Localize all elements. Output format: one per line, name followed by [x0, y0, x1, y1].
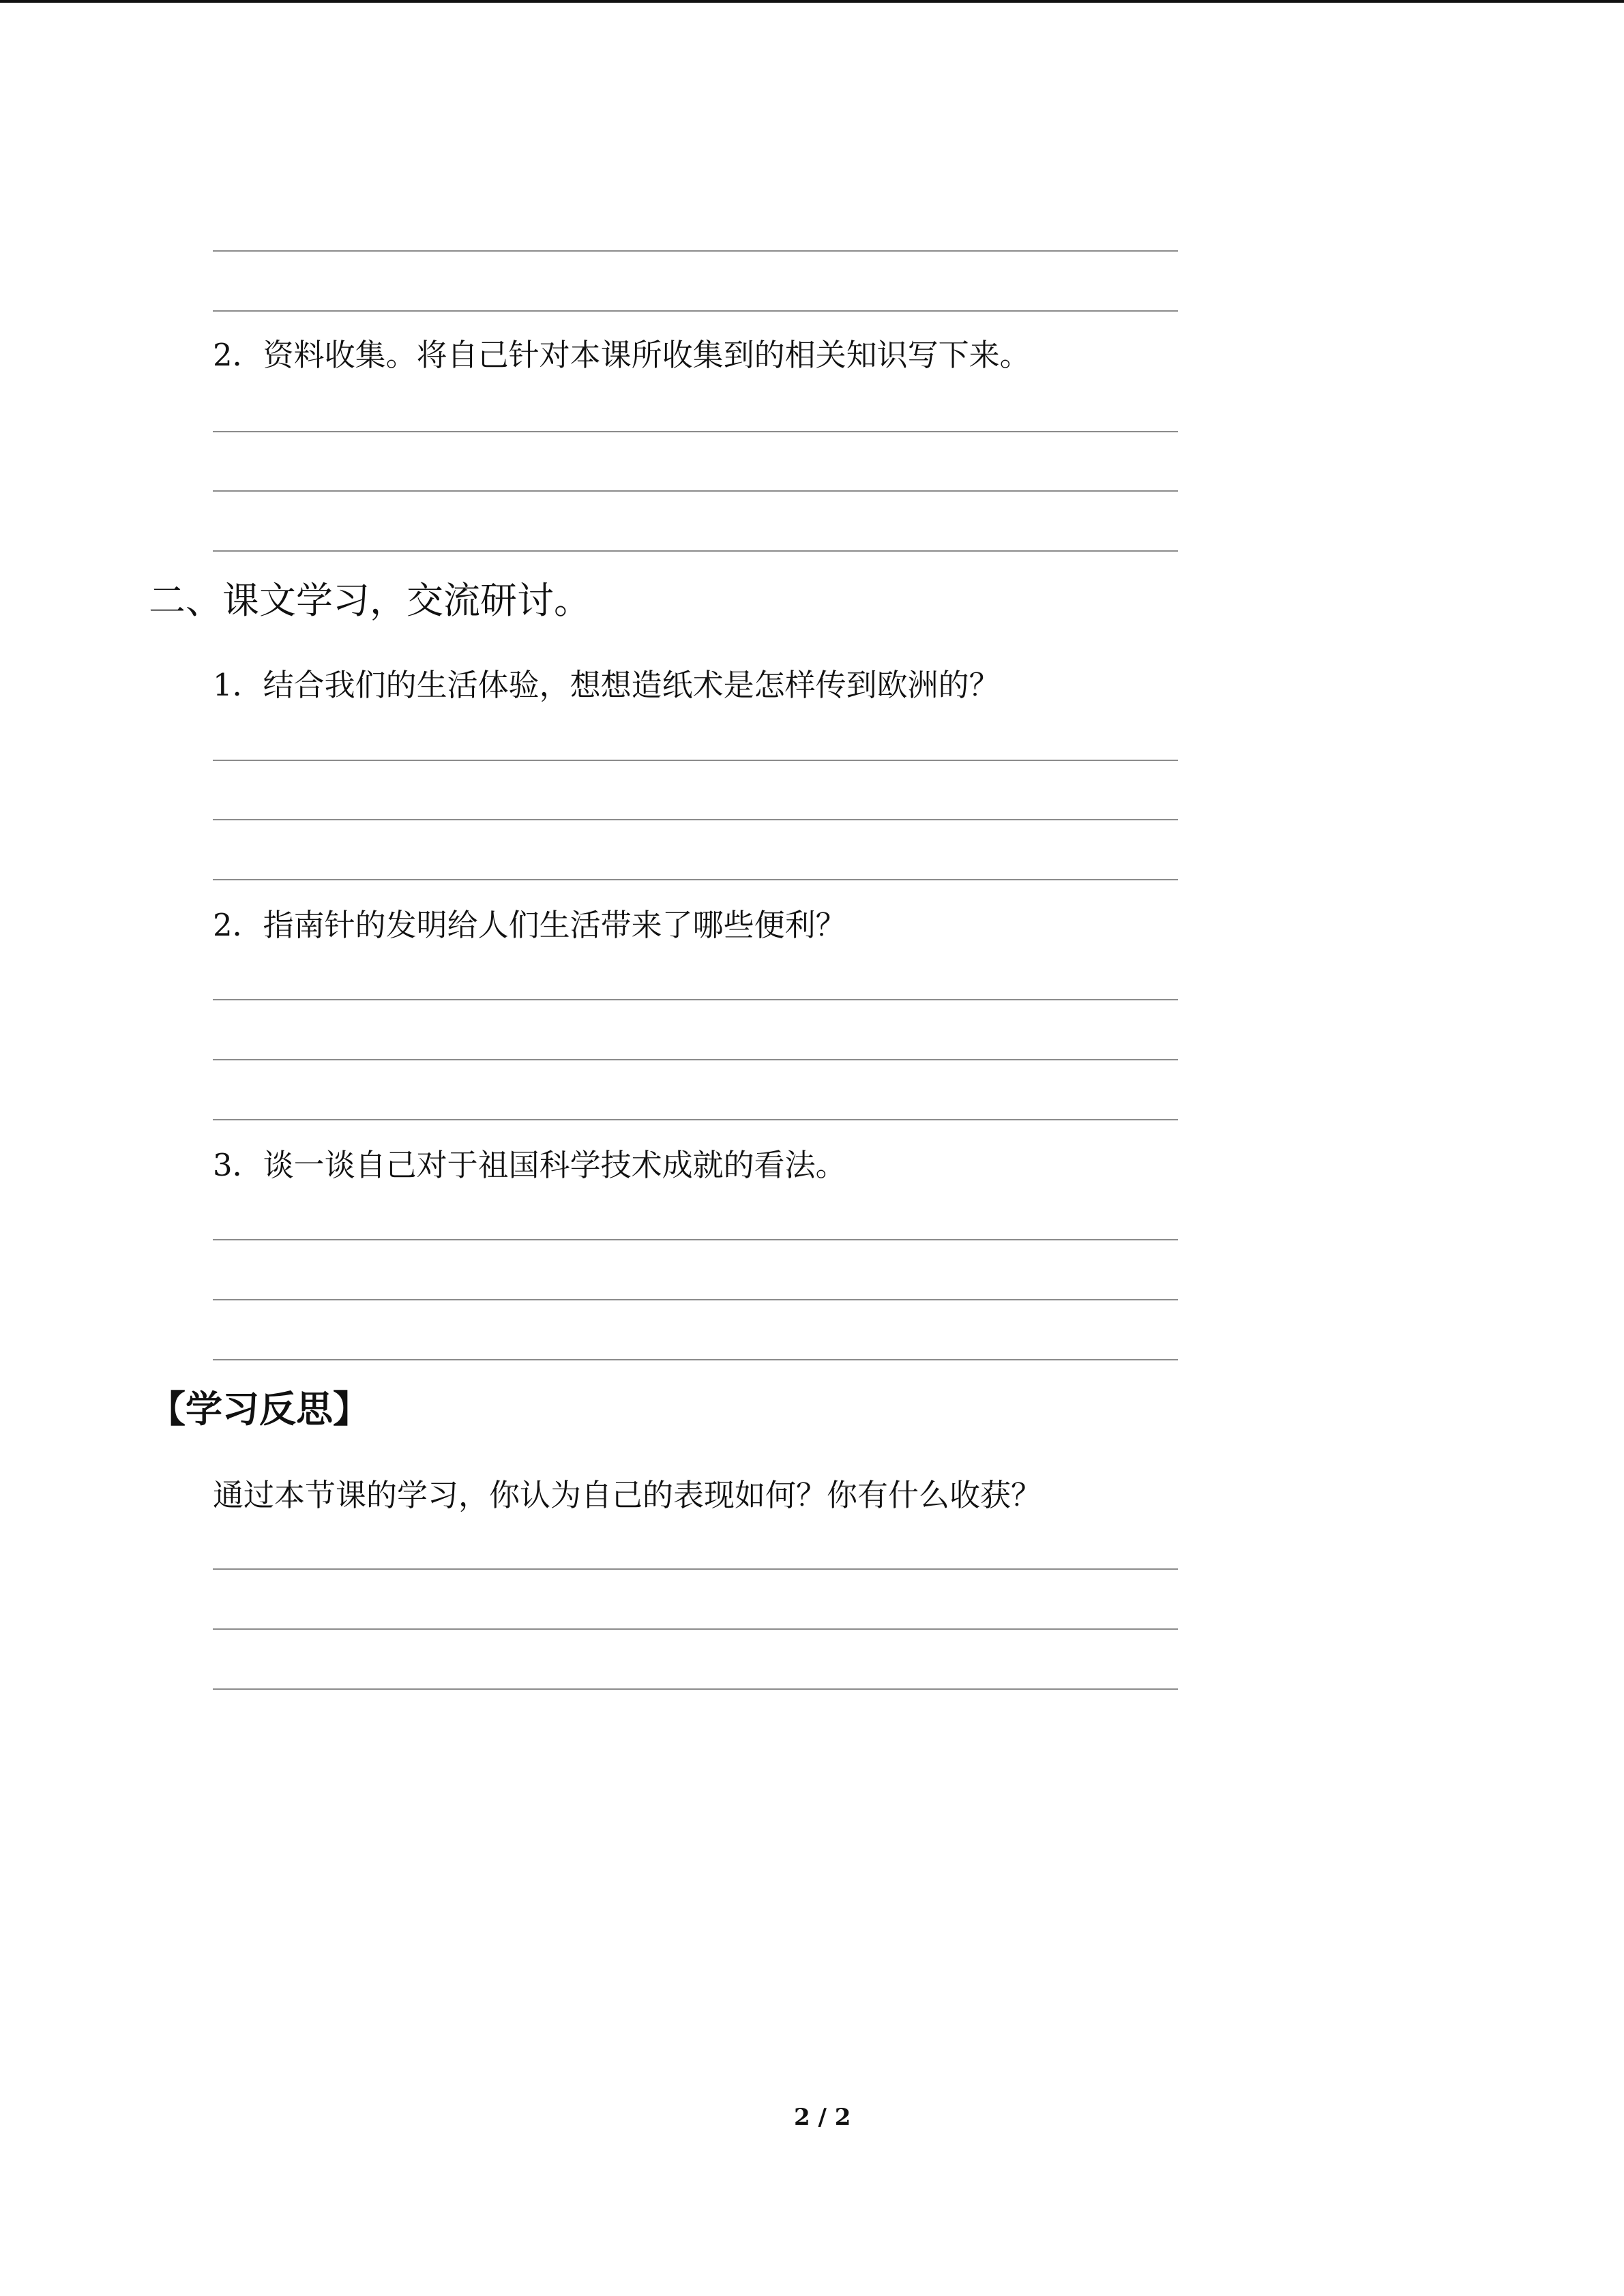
- question-material-collection: 2．资料收集。将自己针对本课所收集到的相关知识写下来。: [213, 337, 1031, 373]
- answer-line[interactable]: [213, 1059, 1178, 1060]
- page-number: 2 / 2: [794, 2104, 851, 2131]
- answer-line[interactable]: [213, 310, 1178, 312]
- answer-line[interactable]: [213, 1359, 1178, 1360]
- reflection-heading: 【学习反思】: [149, 1388, 370, 1431]
- answer-line[interactable]: [213, 1568, 1178, 1570]
- answer-line[interactable]: [213, 760, 1178, 761]
- question-papermaking: 1．结合我们的生活体验，想想造纸术是怎样传到欧洲的？: [213, 667, 1000, 703]
- answer-line[interactable]: [213, 1688, 1178, 1690]
- page-top-border: [0, 0, 1624, 3]
- question-compass: 2．指南针的发明给人们生活带来了哪些便利？: [213, 907, 846, 943]
- answer-line[interactable]: [213, 1299, 1178, 1300]
- answer-line[interactable]: [213, 819, 1178, 820]
- answer-line[interactable]: [213, 250, 1178, 252]
- question-science-achievements: 3．谈一谈自己对于祖国科学技术成就的看法。: [213, 1147, 846, 1183]
- answer-line[interactable]: [213, 431, 1178, 432]
- answer-line[interactable]: [213, 550, 1178, 552]
- answer-line[interactable]: [213, 1119, 1178, 1120]
- reflection-prompt: 通过本节课的学习，你认为自己的表现如何？你有什么收获？: [213, 1477, 1042, 1513]
- answer-line[interactable]: [213, 999, 1178, 1000]
- section-two-heading: 二、课文学习，交流研讨。: [149, 579, 591, 622]
- answer-line[interactable]: [213, 1628, 1178, 1630]
- answer-line[interactable]: [213, 1239, 1178, 1240]
- answer-line[interactable]: [213, 490, 1178, 492]
- answer-line[interactable]: [213, 879, 1178, 880]
